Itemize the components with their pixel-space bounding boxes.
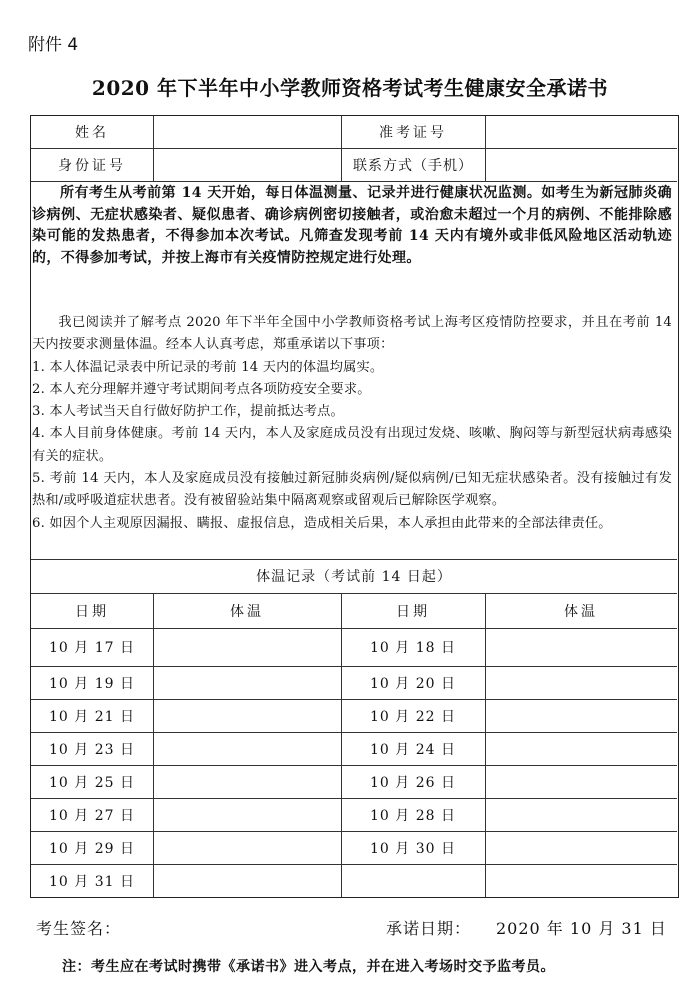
row-right-date: [341, 864, 485, 897]
row-right-temp[interactable]: [485, 699, 677, 732]
contact-phone-label: 联系方式（手机）: [353, 157, 473, 174]
row-right-date: 10 月 26 日: [370, 774, 456, 791]
row-right-temp[interactable]: [485, 732, 677, 765]
contact-phone-field[interactable]: [485, 148, 677, 181]
row-right-temp[interactable]: [485, 831, 677, 864]
row-left-temp[interactable]: [153, 699, 341, 732]
row-right-date: 10 月 20 日: [370, 675, 456, 692]
column-header-date-left: 日期: [75, 603, 109, 620]
row-right-date: 10 月 22 日: [370, 708, 456, 725]
row-left-temp[interactable]: [153, 798, 341, 831]
name-label: 姓名: [75, 125, 109, 141]
admission-number-field[interactable]: [485, 116, 677, 148]
row-left-date: 10 月 29 日: [49, 840, 135, 857]
footer-note: 注：考生应在考试时携带《承诺书》进入考点，并在进入考场时交予监考员。: [62, 959, 555, 975]
row-right-date: 10 月 18 日: [370, 640, 456, 656]
column-header-date-right: 日期: [396, 603, 430, 620]
pledge-item: 6. 如因个人主观原因漏报、瞒报、虚报信息，造成相关后果，本人承担由此带来的全部法律责任。: [32, 515, 612, 531]
row-left-temp[interactable]: [153, 765, 341, 798]
pledge-item: 5. 考前 14 天内，本人及家庭成员没有接触过新冠肺炎病例/疑似病例/已知无症状感染者。没有接触过有发热和/或呼吸道症状患者。没有被留验站集中隔离观察或留观后已解除医学观察。: [32, 471, 672, 509]
pledge-item: 2. 本人充分理解并遵守考试期间考点各项防疫安全要求。: [32, 381, 371, 397]
column-header-temp-left: 体温: [230, 603, 264, 620]
row-right-temp[interactable]: [485, 798, 677, 831]
row-left-temp[interactable]: [153, 864, 341, 897]
row-left-temp[interactable]: [153, 831, 341, 864]
signature-label: 考生签名：: [36, 919, 122, 938]
pledge-statement: [32, 312, 672, 535]
pledge-date-value: 2020 年 10 月 31 日: [496, 919, 667, 938]
row-right-date: 10 月 24 日: [370, 741, 456, 758]
row-left-date: 10 月 31 日: [49, 873, 135, 890]
pledge-item: 4. 本人目前身体健康。考前 14 天内，本人及家庭成员没有出现过发烧、咳嗽、胸闷等与新型冠状病毒感染有关的症状。: [32, 426, 672, 464]
row-right-date: 10 月 30 日: [370, 840, 456, 857]
temperature-record-heading: 体温记录（考试前 14 日起）: [256, 569, 452, 585]
row-left-date: 10 月 21 日: [49, 708, 135, 725]
pledge-intro: 我已阅读并了解考点 2020 年下半年全国中小学教师资格考试上海考区疫情防控要求，并且在考前 14 天内按要求测量体温。经本人认真考虑，郑重承诺以下事项：: [32, 315, 672, 353]
row-left-date: 10 月 25 日: [49, 774, 135, 791]
row-left-temp[interactable]: [153, 732, 341, 765]
health-monitoring-notice: 所有考生从考前第 14 天开始，每日体温测量、记录并进行健康状况监测。如考生为新冠肺炎确诊病例、无症状感染者、疑似患者、确诊病例密切接触者，或治愈未超过一个月的病例、不能排除感染可能的发热患者，不得参加本次考试。凡筛查发现考前 14 天内有境外或非低风险地区活动轨迹的，不得参加考试，并按上海市有关疫情防控规定进行处理。: [32, 185, 672, 266]
row-left-date: 10 月 23 日: [49, 741, 135, 758]
id-number-field[interactable]: [153, 148, 341, 181]
pledge-item: 1. 本人体温记录表中所记录的考前 14 天内的体温均属实。: [32, 359, 384, 375]
name-field[interactable]: [153, 116, 341, 148]
pledge-item: 3. 本人考试当天自行做好防护工作，提前抵达考点。: [32, 404, 344, 420]
row-left-date: 10 月 17 日: [49, 640, 135, 656]
pledge-date-label: 承诺日期：: [386, 919, 472, 938]
row-right-temp[interactable]: [485, 864, 677, 897]
row-right-date: 10 月 28 日: [370, 807, 456, 824]
row-left-temp[interactable]: [153, 666, 341, 699]
attachment-label: 附件 4: [28, 35, 79, 55]
column-header-temp-right: 体温: [564, 603, 598, 620]
row-right-temp[interactable]: [485, 628, 677, 666]
id-number-label: 身份证号: [58, 157, 126, 174]
row-right-temp[interactable]: [485, 666, 677, 699]
admission-number-label: 准考证号: [379, 125, 447, 141]
document-title: 2020 年下半年中小学教师资格考试考生健康安全承诺书: [91, 76, 609, 100]
row-right-temp[interactable]: [485, 765, 677, 798]
row-left-date: 10 月 19 日: [49, 675, 135, 692]
row-left-date: 10 月 27 日: [49, 807, 135, 824]
row-left-temp[interactable]: [153, 628, 341, 666]
